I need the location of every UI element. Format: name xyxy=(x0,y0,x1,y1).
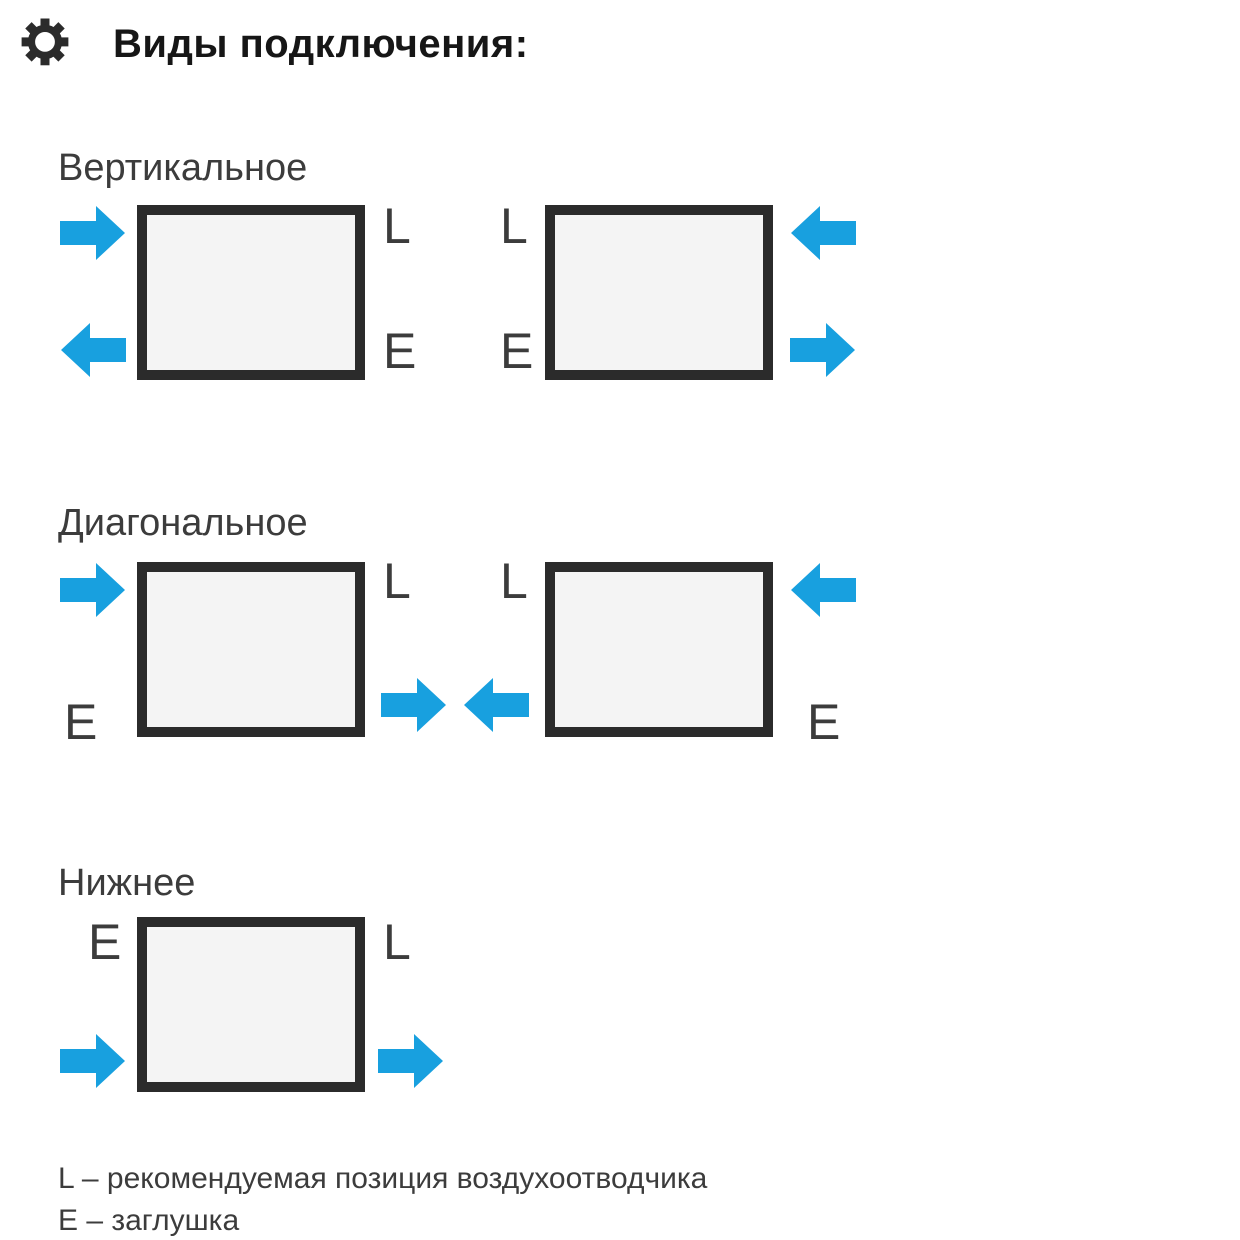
legend-line-plug: E – заглушка xyxy=(58,1204,240,1237)
air-vent-label: L xyxy=(500,198,528,254)
radiator-box xyxy=(545,205,773,380)
flow-out-arrow xyxy=(381,677,447,733)
legend xyxy=(58,1158,707,1240)
flow-in-arrow xyxy=(60,1033,126,1089)
plug-label: E xyxy=(500,323,534,379)
air-vent-label: L xyxy=(383,914,411,970)
air-vent-label: L xyxy=(383,553,411,609)
plug-label: E xyxy=(64,694,98,750)
flow-out-arrow xyxy=(378,1033,444,1089)
flow-in-arrow xyxy=(790,562,856,618)
section-heading-bottom: Нижнее xyxy=(58,862,196,904)
section-heading-vertical: Вертикальное xyxy=(58,147,308,189)
flow-in-arrow xyxy=(60,205,126,261)
plug-label: E xyxy=(807,694,841,750)
flow-out-arrow xyxy=(790,322,856,378)
radiator-box xyxy=(137,562,365,737)
plug-label: E xyxy=(88,914,122,970)
plug-label: E xyxy=(383,323,417,379)
flow-in-arrow xyxy=(60,562,126,618)
page-title: Виды подключения: xyxy=(113,22,529,66)
radiator-box xyxy=(545,562,773,737)
radiator-box xyxy=(137,205,365,380)
flow-out-arrow xyxy=(60,322,126,378)
flow-in-arrow xyxy=(790,205,856,261)
air-vent-label: L xyxy=(383,198,411,254)
radiator-box xyxy=(137,917,365,1092)
flow-out-arrow xyxy=(463,677,529,733)
section-heading-diagonal: Диагональное xyxy=(58,502,308,544)
gear-icon xyxy=(18,14,72,76)
air-vent-label: L xyxy=(500,553,528,609)
legend-line-air-vent: L – рекомендуемая позиция воздухоотводчика xyxy=(58,1162,708,1195)
